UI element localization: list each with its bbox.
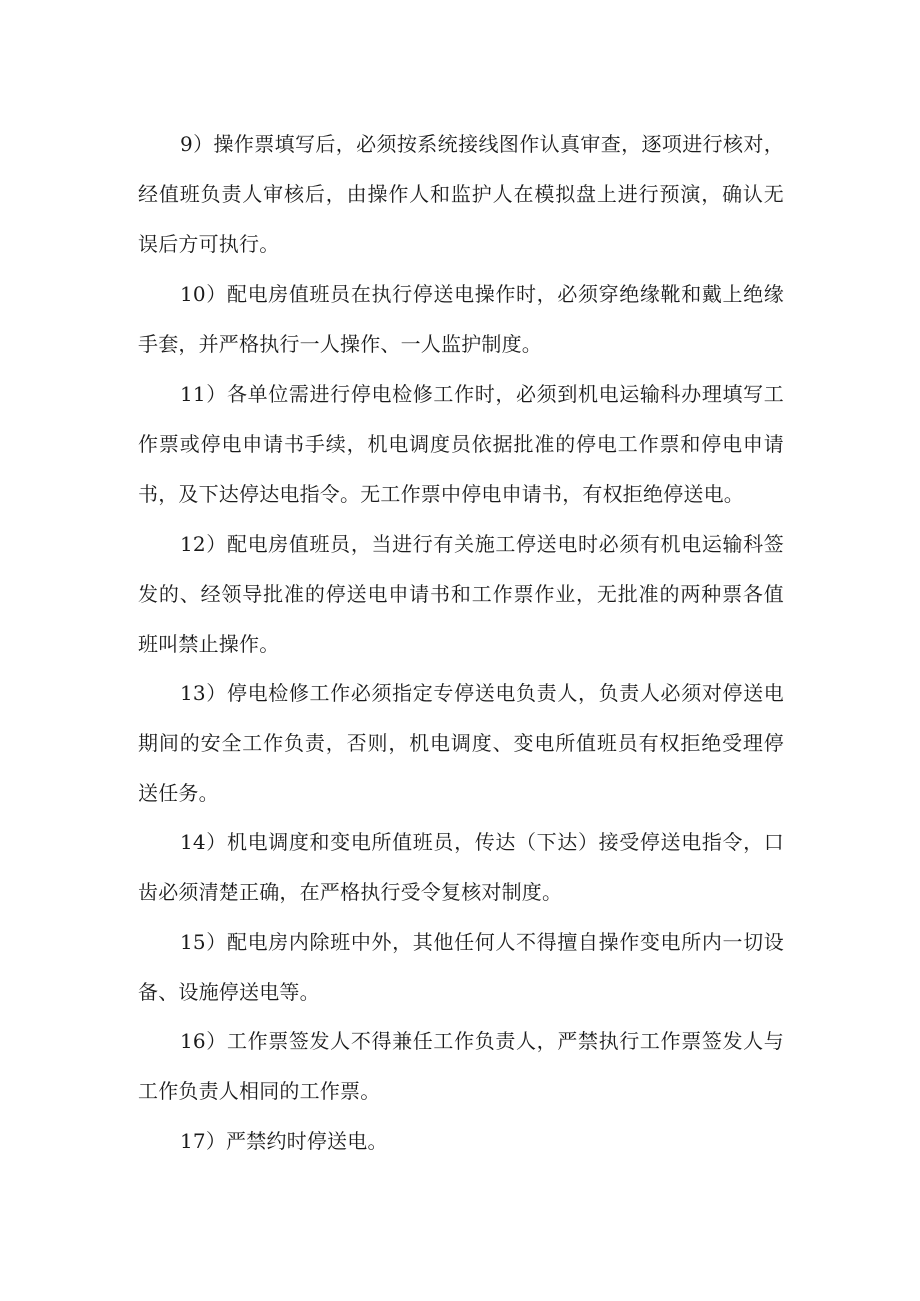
paragraph-item-17: 17）严禁约时停送电。: [180, 1129, 388, 1153]
paragraph-item-15: 15）配电房内除班中外，其他任何人不得擅自操作变电所内一切设备、设施停送电等。: [138, 930, 784, 1004]
paragraph-item-10: 10）配电房值班员在执行停送电操作时，必须穿绝缘靴和戴上绝缘手套，并严格执行一人操作、一人监护制度。: [138, 282, 784, 356]
paragraph-item-12: 12）配电房值班员，当进行有关施工停送电时必须有机电运输科签发的、经领导批准的停送电申请书和工作票作业，无批准的两种票各值班叫禁止操作。: [138, 532, 784, 656]
paragraph-item-11: 11）各单位需进行停电检修工作时，必须到机电运输科办理填写工作票或停电申请书手续，机电调度员依据批准的停电工作票和停电申请书，及下达停达电指令。无工作票中停电申请书，有权拒绝停送电。: [138, 382, 784, 506]
paragraph-item-13: 13）停电检修工作必须指定专停送电负责人，负责人必须对停送电期间的安全工作负责，否则，机电调度、变电所值班员有权拒绝受理停送任务。: [138, 681, 784, 805]
paragraph-item-16: 16）工作票签发人不得兼任工作负责人，严禁执行工作票签发人与工作负责人相同的工作票。: [138, 1029, 784, 1103]
paragraph-item-9: 9）操作票填写后，必须按系统接线图作认真审查，逐项进行核对，经值班负责人审核后，由操作人和监护人在模拟盘上进行预演，确认无误后方可执行。: [138, 132, 784, 256]
paragraph-item-14: 14）机电调度和变电所值班员，传达（下达）接受停送电指令，口齿必须清楚正确，在严格执行受令复核对制度。: [138, 830, 784, 904]
